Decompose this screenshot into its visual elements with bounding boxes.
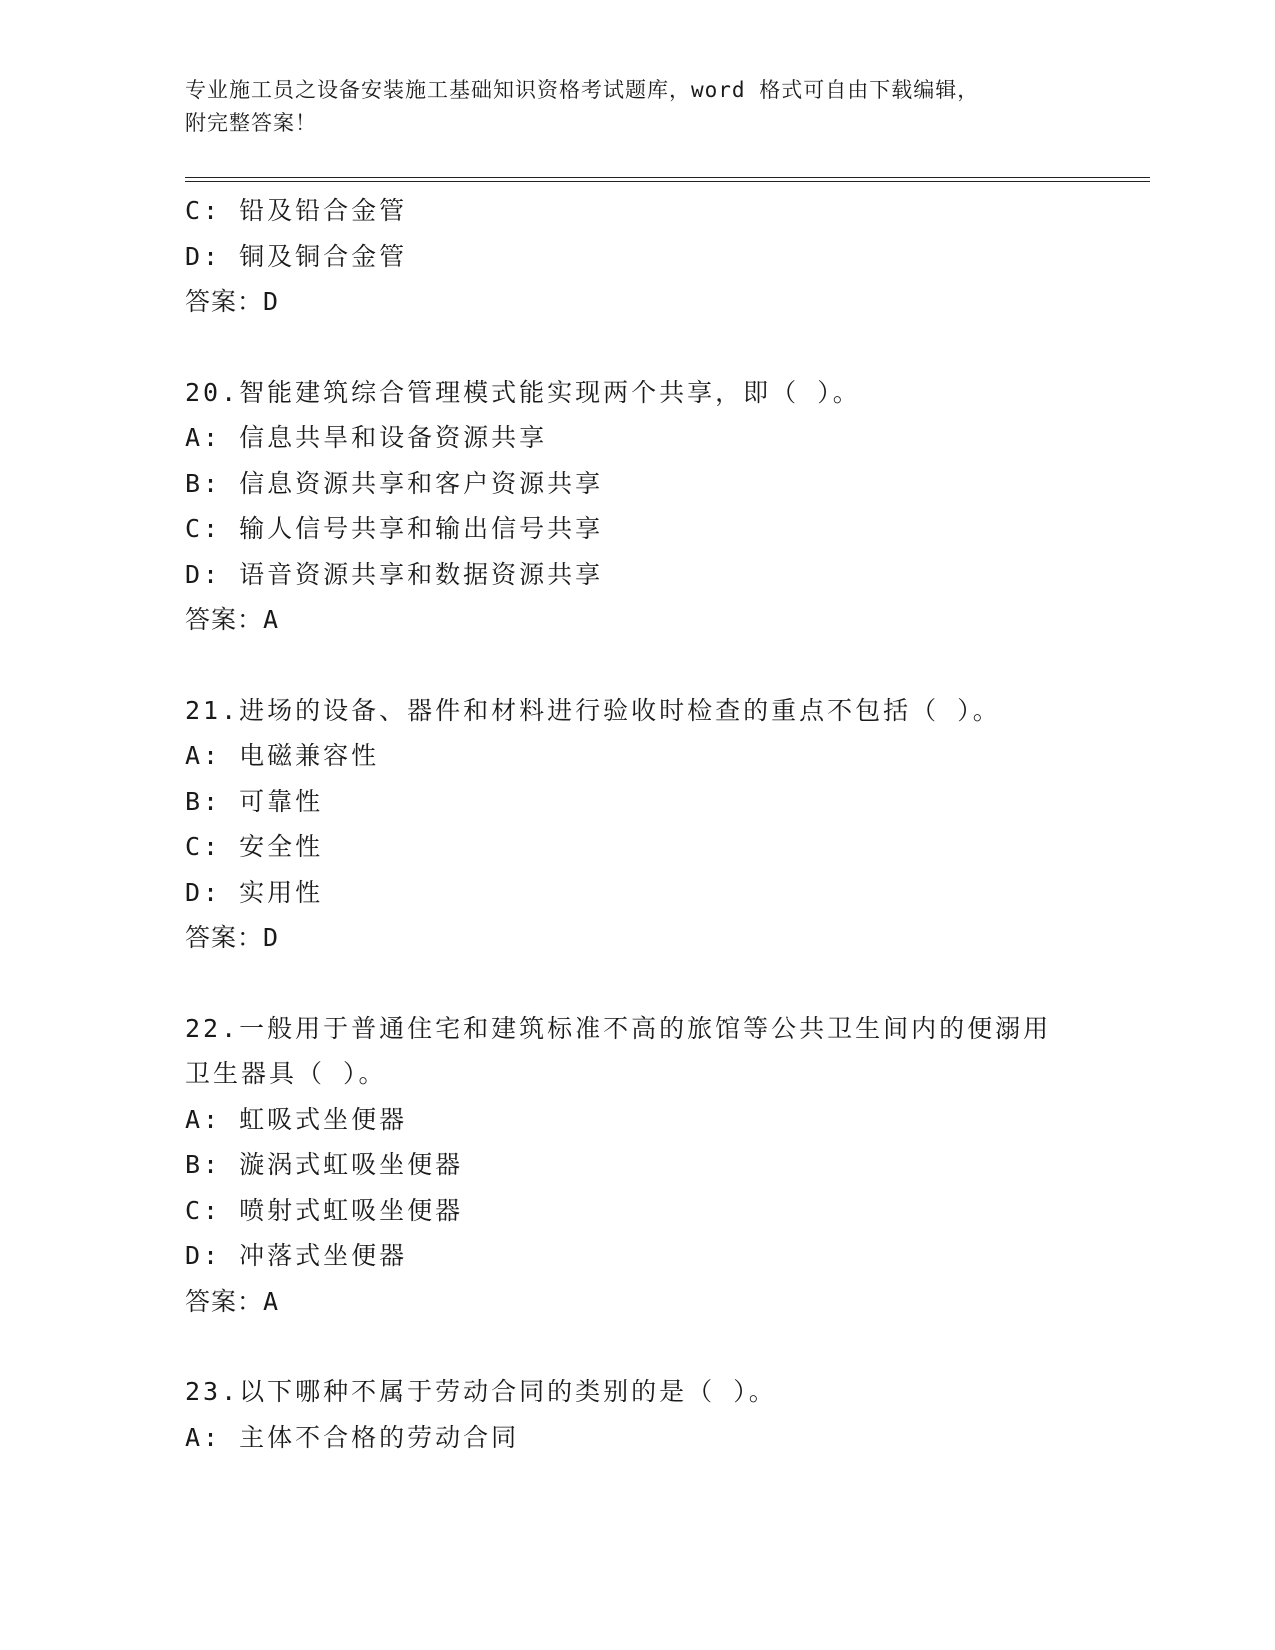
option-d: D: 语音资源共享和数据资源共享 [185,559,604,589]
question-spacer [185,1324,1150,1369]
question-block [185,1369,1150,1460]
option-c: C: 输人信号共享和输出信号共享 [185,514,604,543]
option-c: C: 安全性 [185,832,324,861]
question-stem-line-2: 卫生器具（ ）。 [185,1059,387,1088]
question-stem: 23.以下哪种不属于劳动合同的类别的是（ ）。 [185,1377,777,1406]
answer-value: D [263,923,280,952]
header-line-2: 附完整答案！ [185,111,317,135]
answer-line [185,597,1150,643]
option-d: D: 冲落式坐便器 [185,1241,408,1270]
option-d: D: 铜及铜合金管 [185,241,408,271]
answer-label: 答案： [185,923,264,952]
page-header [185,74,1085,140]
question-stem: 21.进场的设备、器件和材料进行验收时检查的重点不包括（ ）。 [185,695,1001,725]
header-line-1: 专业施工员之设备安装施工基础知识资格考试题库，word 格式可自由下载编辑， [185,78,980,102]
question-spacer [185,643,1150,688]
question-stem-line-1: 22.一般用于普通住宅和建筑标准不高的旅馆等公共卫生间内的便溺用 [185,1013,1052,1043]
answer-value: A [263,1286,280,1316]
answer-value: D [263,287,280,316]
option-d: D: 实用性 [185,877,324,907]
option-a: A: 信息共旱和设备资源共享 [185,423,548,452]
answer-label: 答案： [185,1286,264,1316]
question-block [185,688,1150,961]
question-spacer [185,325,1150,370]
answer-line [185,1279,1150,1325]
question-list [185,188,1150,1460]
option-a: A: 虹吸式坐便器 [185,1104,408,1134]
option-b: B: 可靠性 [185,786,324,816]
option-a: A: 主体不合格的劳动合同 [185,1422,520,1452]
question-stem: 20.智能建筑综合管理模式能实现两个共享，即（ ）。 [185,377,861,407]
question-block [185,188,1150,325]
question-block [185,1006,1150,1325]
answer-line [185,279,1150,325]
question-block [185,370,1150,643]
option-a: A: 电磁兼容性 [185,741,380,770]
question-spacer [185,961,1150,1006]
answer-value: A [263,605,280,634]
header-divider [185,177,1150,182]
answer-label: 答案： [185,287,264,316]
option-b: B: 漩涡式虹吸坐便器 [185,1150,464,1179]
option-b: B: 信息资源共享和客户资源共享 [185,468,604,498]
answer-line [185,915,1150,961]
answer-label: 答案： [185,605,264,634]
option-c: C: 喷射式虹吸坐便器 [185,1195,464,1225]
option-c: C: 铅及铅合金管 [185,196,408,225]
